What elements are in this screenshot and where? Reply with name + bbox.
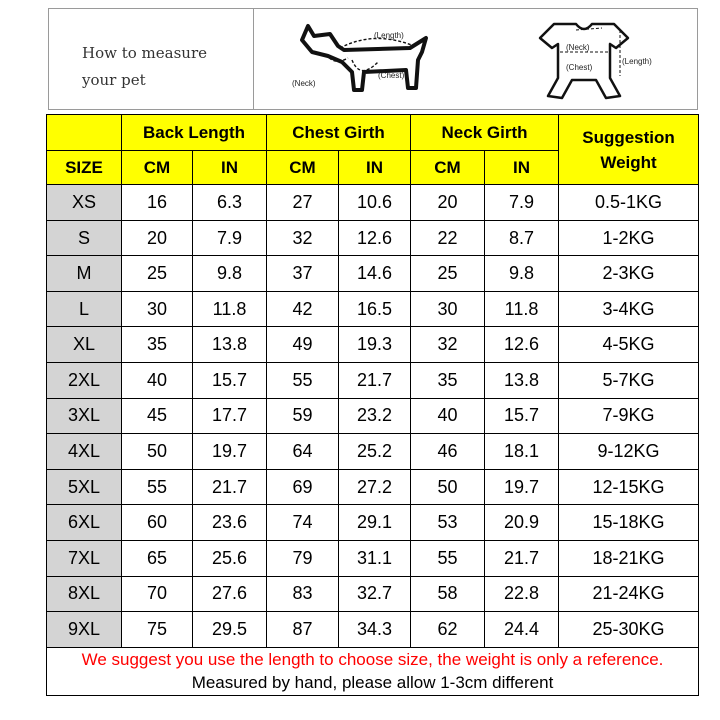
table-row (47, 327, 699, 363)
shirt-measure-icon (520, 16, 670, 106)
back-length-cm: 45 (122, 398, 193, 434)
neck-girth-in: 19.7 (485, 469, 559, 505)
back-length-in: 27.6 (193, 576, 267, 612)
size-cell: XS (47, 185, 122, 221)
table-row (47, 505, 699, 541)
back-length-cm: 25 (122, 256, 193, 292)
suggestion-weight-header: Suggestion Weight (559, 115, 699, 185)
chest-girth-in: 31.1 (339, 540, 411, 576)
measurement-note: Measured by hand, please allow 1-3cm different (47, 671, 699, 695)
neck-girth-cm: 58 (411, 576, 485, 612)
back-length-in: 9.8 (193, 256, 267, 292)
table-row (47, 185, 699, 221)
table-row (47, 220, 699, 256)
back-length-cm: 35 (122, 327, 193, 363)
size-cell: XL (47, 327, 122, 363)
size-cell: L (47, 291, 122, 327)
chest-girth-in: 32.7 (339, 576, 411, 612)
table-row (47, 540, 699, 576)
size-chart-table (46, 114, 699, 696)
neck-girth-cm: 50 (411, 469, 485, 505)
table-row (47, 398, 699, 434)
suggested-weight: 5-7KG (559, 363, 699, 399)
back-length-header: Back Length (122, 115, 267, 151)
chest-girth-cm: 74 (267, 505, 339, 541)
table-row (47, 576, 699, 612)
chest-girth-in: 27.2 (339, 469, 411, 505)
chest-girth-in: 19.3 (339, 327, 411, 363)
neck-girth-cm: 25 (411, 256, 485, 292)
suggested-weight: 15-18KG (559, 505, 699, 541)
note-row (47, 647, 699, 671)
neck-girth-in: 7.9 (485, 185, 559, 221)
chest-girth-cm: 42 (267, 291, 339, 327)
size-cell: 7XL (47, 540, 122, 576)
back-length-in: 21.7 (193, 469, 267, 505)
neck-girth-cm: 20 (411, 185, 485, 221)
chest-girth-in: 12.6 (339, 220, 411, 256)
unit-header: IN (339, 151, 411, 185)
suggested-weight: 21-24KG (559, 576, 699, 612)
neck-girth-cm: 32 (411, 327, 485, 363)
neck-girth-cm: 22 (411, 220, 485, 256)
neck-girth-in: 8.7 (485, 220, 559, 256)
suggested-weight: 7-9KG (559, 398, 699, 434)
back-length-cm: 30 (122, 291, 193, 327)
chest-girth-cm: 69 (267, 469, 339, 505)
chest-girth-cm: 55 (267, 363, 339, 399)
shirt-chest-label: (Chest) (566, 63, 593, 72)
note-row (47, 671, 699, 695)
size-cell: 9XL (47, 612, 122, 648)
suggested-weight: 2-3KG (559, 256, 699, 292)
size-cell: S (47, 220, 122, 256)
unit-header: IN (485, 151, 559, 185)
neck-girth-cm: 40 (411, 398, 485, 434)
back-length-in: 19.7 (193, 434, 267, 470)
chest-girth-cm: 37 (267, 256, 339, 292)
neck-girth-cm: 53 (411, 505, 485, 541)
neck-girth-in: 11.8 (485, 291, 559, 327)
chest-girth-cm: 87 (267, 612, 339, 648)
suggested-weight: 3-4KG (559, 291, 699, 327)
back-length-in: 6.3 (193, 185, 267, 221)
how-to-measure-text: How to measure your pet (82, 44, 207, 89)
chest-girth-cm: 79 (267, 540, 339, 576)
neck-girth-in: 13.8 (485, 363, 559, 399)
neck-girth-cm: 46 (411, 434, 485, 470)
back-length-in: 7.9 (193, 220, 267, 256)
dog-neck-label: (Neck) (292, 79, 316, 88)
chest-girth-cm: 49 (267, 327, 339, 363)
suggested-weight: 0.5-1KG (559, 185, 699, 221)
back-length-cm: 70 (122, 576, 193, 612)
neck-girth-cm: 62 (411, 612, 485, 648)
unit-header: CM (267, 151, 339, 185)
back-length-in: 13.8 (193, 327, 267, 363)
chest-girth-in: 23.2 (339, 398, 411, 434)
back-length-cm: 55 (122, 469, 193, 505)
dog-chest-label: (Chest) (378, 71, 405, 80)
chest-girth-cm: 83 (267, 576, 339, 612)
neck-girth-in: 24.4 (485, 612, 559, 648)
size-cell: 6XL (47, 505, 122, 541)
size-cell: 3XL (47, 398, 122, 434)
neck-girth-in: 22.8 (485, 576, 559, 612)
chest-girth-cm: 27 (267, 185, 339, 221)
neck-girth-cm: 55 (411, 540, 485, 576)
chest-girth-in: 21.7 (339, 363, 411, 399)
chest-girth-in: 25.2 (339, 434, 411, 470)
suggested-weight: 18-21KG (559, 540, 699, 576)
back-length-in: 15.7 (193, 363, 267, 399)
back-length-in: 23.6 (193, 505, 267, 541)
panel-divider (253, 8, 254, 110)
unit-header: CM (411, 151, 485, 185)
corner-cell (47, 115, 122, 151)
table-row (47, 434, 699, 470)
back-length-cm: 65 (122, 540, 193, 576)
chest-girth-cm: 32 (267, 220, 339, 256)
unit-header: CM (122, 151, 193, 185)
chest-girth-in: 10.6 (339, 185, 411, 221)
neck-girth-header: Neck Girth (411, 115, 559, 151)
back-length-in: 29.5 (193, 612, 267, 648)
size-advice-note: We suggest you use the length to choose size, the weight is only a reference. (47, 647, 699, 671)
size-header: SIZE (47, 151, 122, 185)
neck-girth-in: 15.7 (485, 398, 559, 434)
size-cell: M (47, 256, 122, 292)
unit-header: IN (193, 151, 267, 185)
chest-girth-cm: 64 (267, 434, 339, 470)
back-length-in: 11.8 (193, 291, 267, 327)
size-cell: 5XL (47, 469, 122, 505)
table-row (47, 291, 699, 327)
back-length-cm: 16 (122, 185, 193, 221)
back-length-cm: 40 (122, 363, 193, 399)
back-length-cm: 60 (122, 505, 193, 541)
table-row (47, 469, 699, 505)
dog-length-label: (Length) (374, 31, 404, 40)
size-cell: 4XL (47, 434, 122, 470)
table-row (47, 363, 699, 399)
neck-girth-in: 12.6 (485, 327, 559, 363)
shirt-length-label: (Length) (622, 57, 652, 66)
suggested-weight: 1-2KG (559, 220, 699, 256)
shirt-neck-label: (Neck) (566, 43, 590, 52)
suggested-weight: 12-15KG (559, 469, 699, 505)
dog-measure-icon (290, 16, 440, 106)
chest-girth-in: 16.5 (339, 291, 411, 327)
back-length-in: 17.7 (193, 398, 267, 434)
neck-girth-in: 18.1 (485, 434, 559, 470)
neck-girth-in: 21.7 (485, 540, 559, 576)
chest-girth-in: 29.1 (339, 505, 411, 541)
back-length-cm: 20 (122, 220, 193, 256)
neck-girth-cm: 30 (411, 291, 485, 327)
size-cell: 8XL (47, 576, 122, 612)
neck-girth-in: 9.8 (485, 256, 559, 292)
chest-girth-cm: 59 (267, 398, 339, 434)
suggested-weight: 9-12KG (559, 434, 699, 470)
group-header-row (47, 115, 699, 151)
back-length-cm: 75 (122, 612, 193, 648)
chest-girth-in: 14.6 (339, 256, 411, 292)
back-length-in: 25.6 (193, 540, 267, 576)
chest-girth-header: Chest Girth (267, 115, 411, 151)
table-row (47, 256, 699, 292)
chest-girth-in: 34.3 (339, 612, 411, 648)
table-row (47, 612, 699, 648)
suggested-weight: 4-5KG (559, 327, 699, 363)
back-length-cm: 50 (122, 434, 193, 470)
neck-girth-in: 20.9 (485, 505, 559, 541)
neck-girth-cm: 35 (411, 363, 485, 399)
size-cell: 2XL (47, 363, 122, 399)
suggested-weight: 25-30KG (559, 612, 699, 648)
